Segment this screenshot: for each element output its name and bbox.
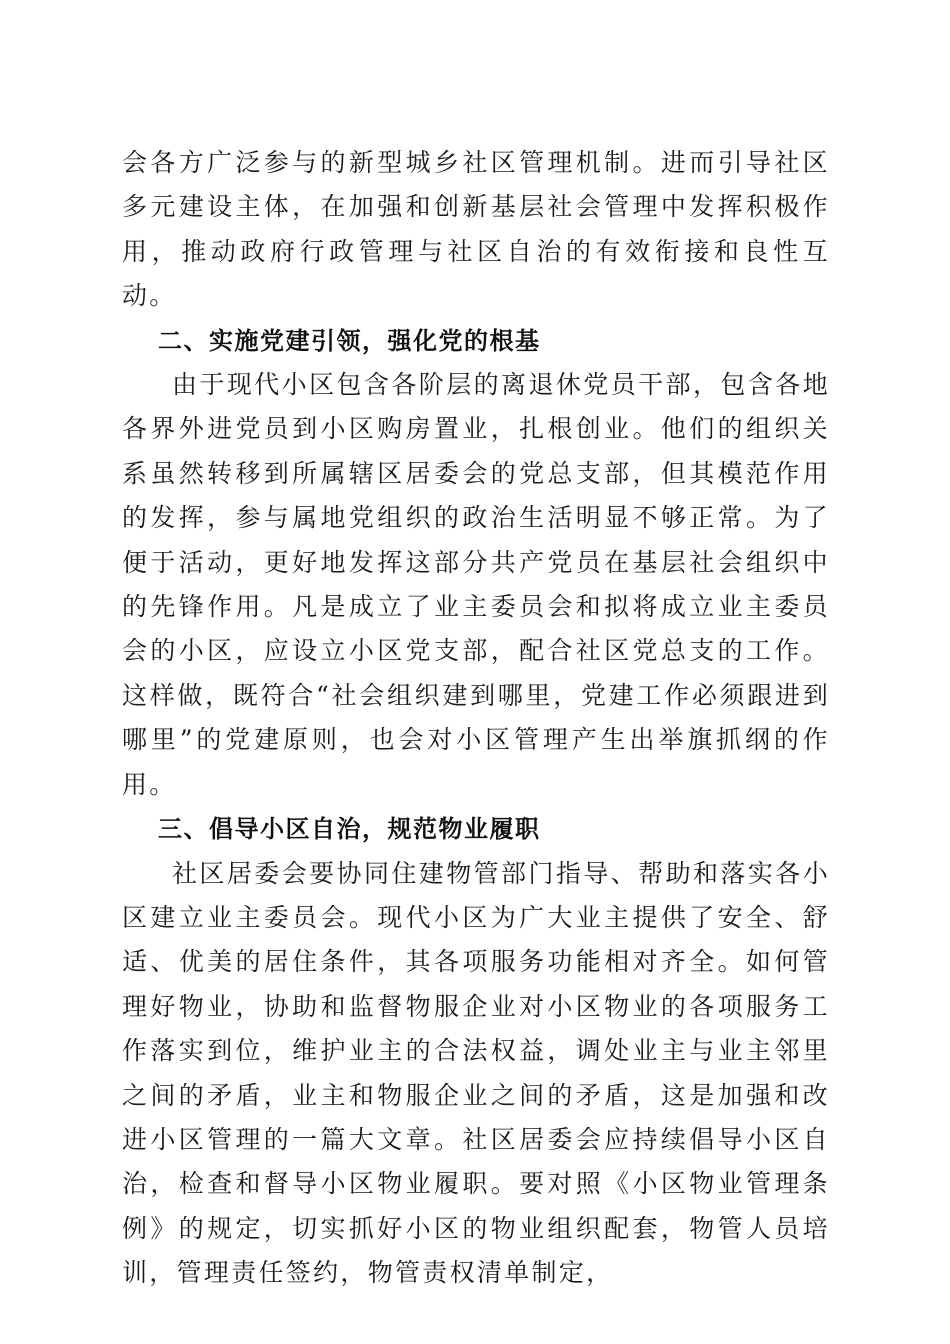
paragraph-self-governance: 社区居委会要协同住建物管部门指导、帮助和落实各小区建立业主委员会。现代小区为广大业主提供了安全、舒适、优美的居住条件，其各项服务功能相对齐全。如何管理好物业，协助和监督物服企业对小区物业的各项服务工作落实到位，维护业主的合法权益，调处业主与业主邻里之间的矛盾，业主和物服企业之间的矛盾，这是加强和改进小区管理的一篇大文章。社区居委会应持续倡导小区自治，检查和督导小区物业履职。要对照《小区物业管理条例》的规定，切实抓好小区的物业组织配套，物管人员培训，管理责任签约，物管责权清单制定， [122,858,830,1288]
section-heading-self-governance: 三、倡导小区自治，规范物业履职 [158,815,541,844]
paragraph-party-building: 由于现代小区包含各阶层的离退休党员干部，包含各地各界外进党员到小区购房置业，扎根创业。他们的组织关系虽然转移到所属辖区居委会的党总支部，但其模范作用的发挥，参与属地党组织的政治生活明显不够正常。为了便于活动，更好地发挥这部分共产党员在基层社会组织中的先锋作用。凡是成立了业主委员会和拟将成立业主委员会的小区，应设立小区党支部，配合社区党总支的工作。这样做，既符合“社会组织建到哪里，党建工作必须跟进到哪里”的党建原则，也会对小区管理产生出举旗抓纲的作用。 [122,370,830,799]
section-heading-party-building: 二、实施党建引领，强化党的根基 [158,326,541,355]
document-body [122,141,830,1296]
paragraph-continuation: 会各方广泛参与的新型城乡社区管理机制。进而引导社区多元建设主体，在加强和创新基层社会管理中发挥积极作用，推动政府行政管理与社区自治的有效衔接和良性互动。 [122,148,830,311]
